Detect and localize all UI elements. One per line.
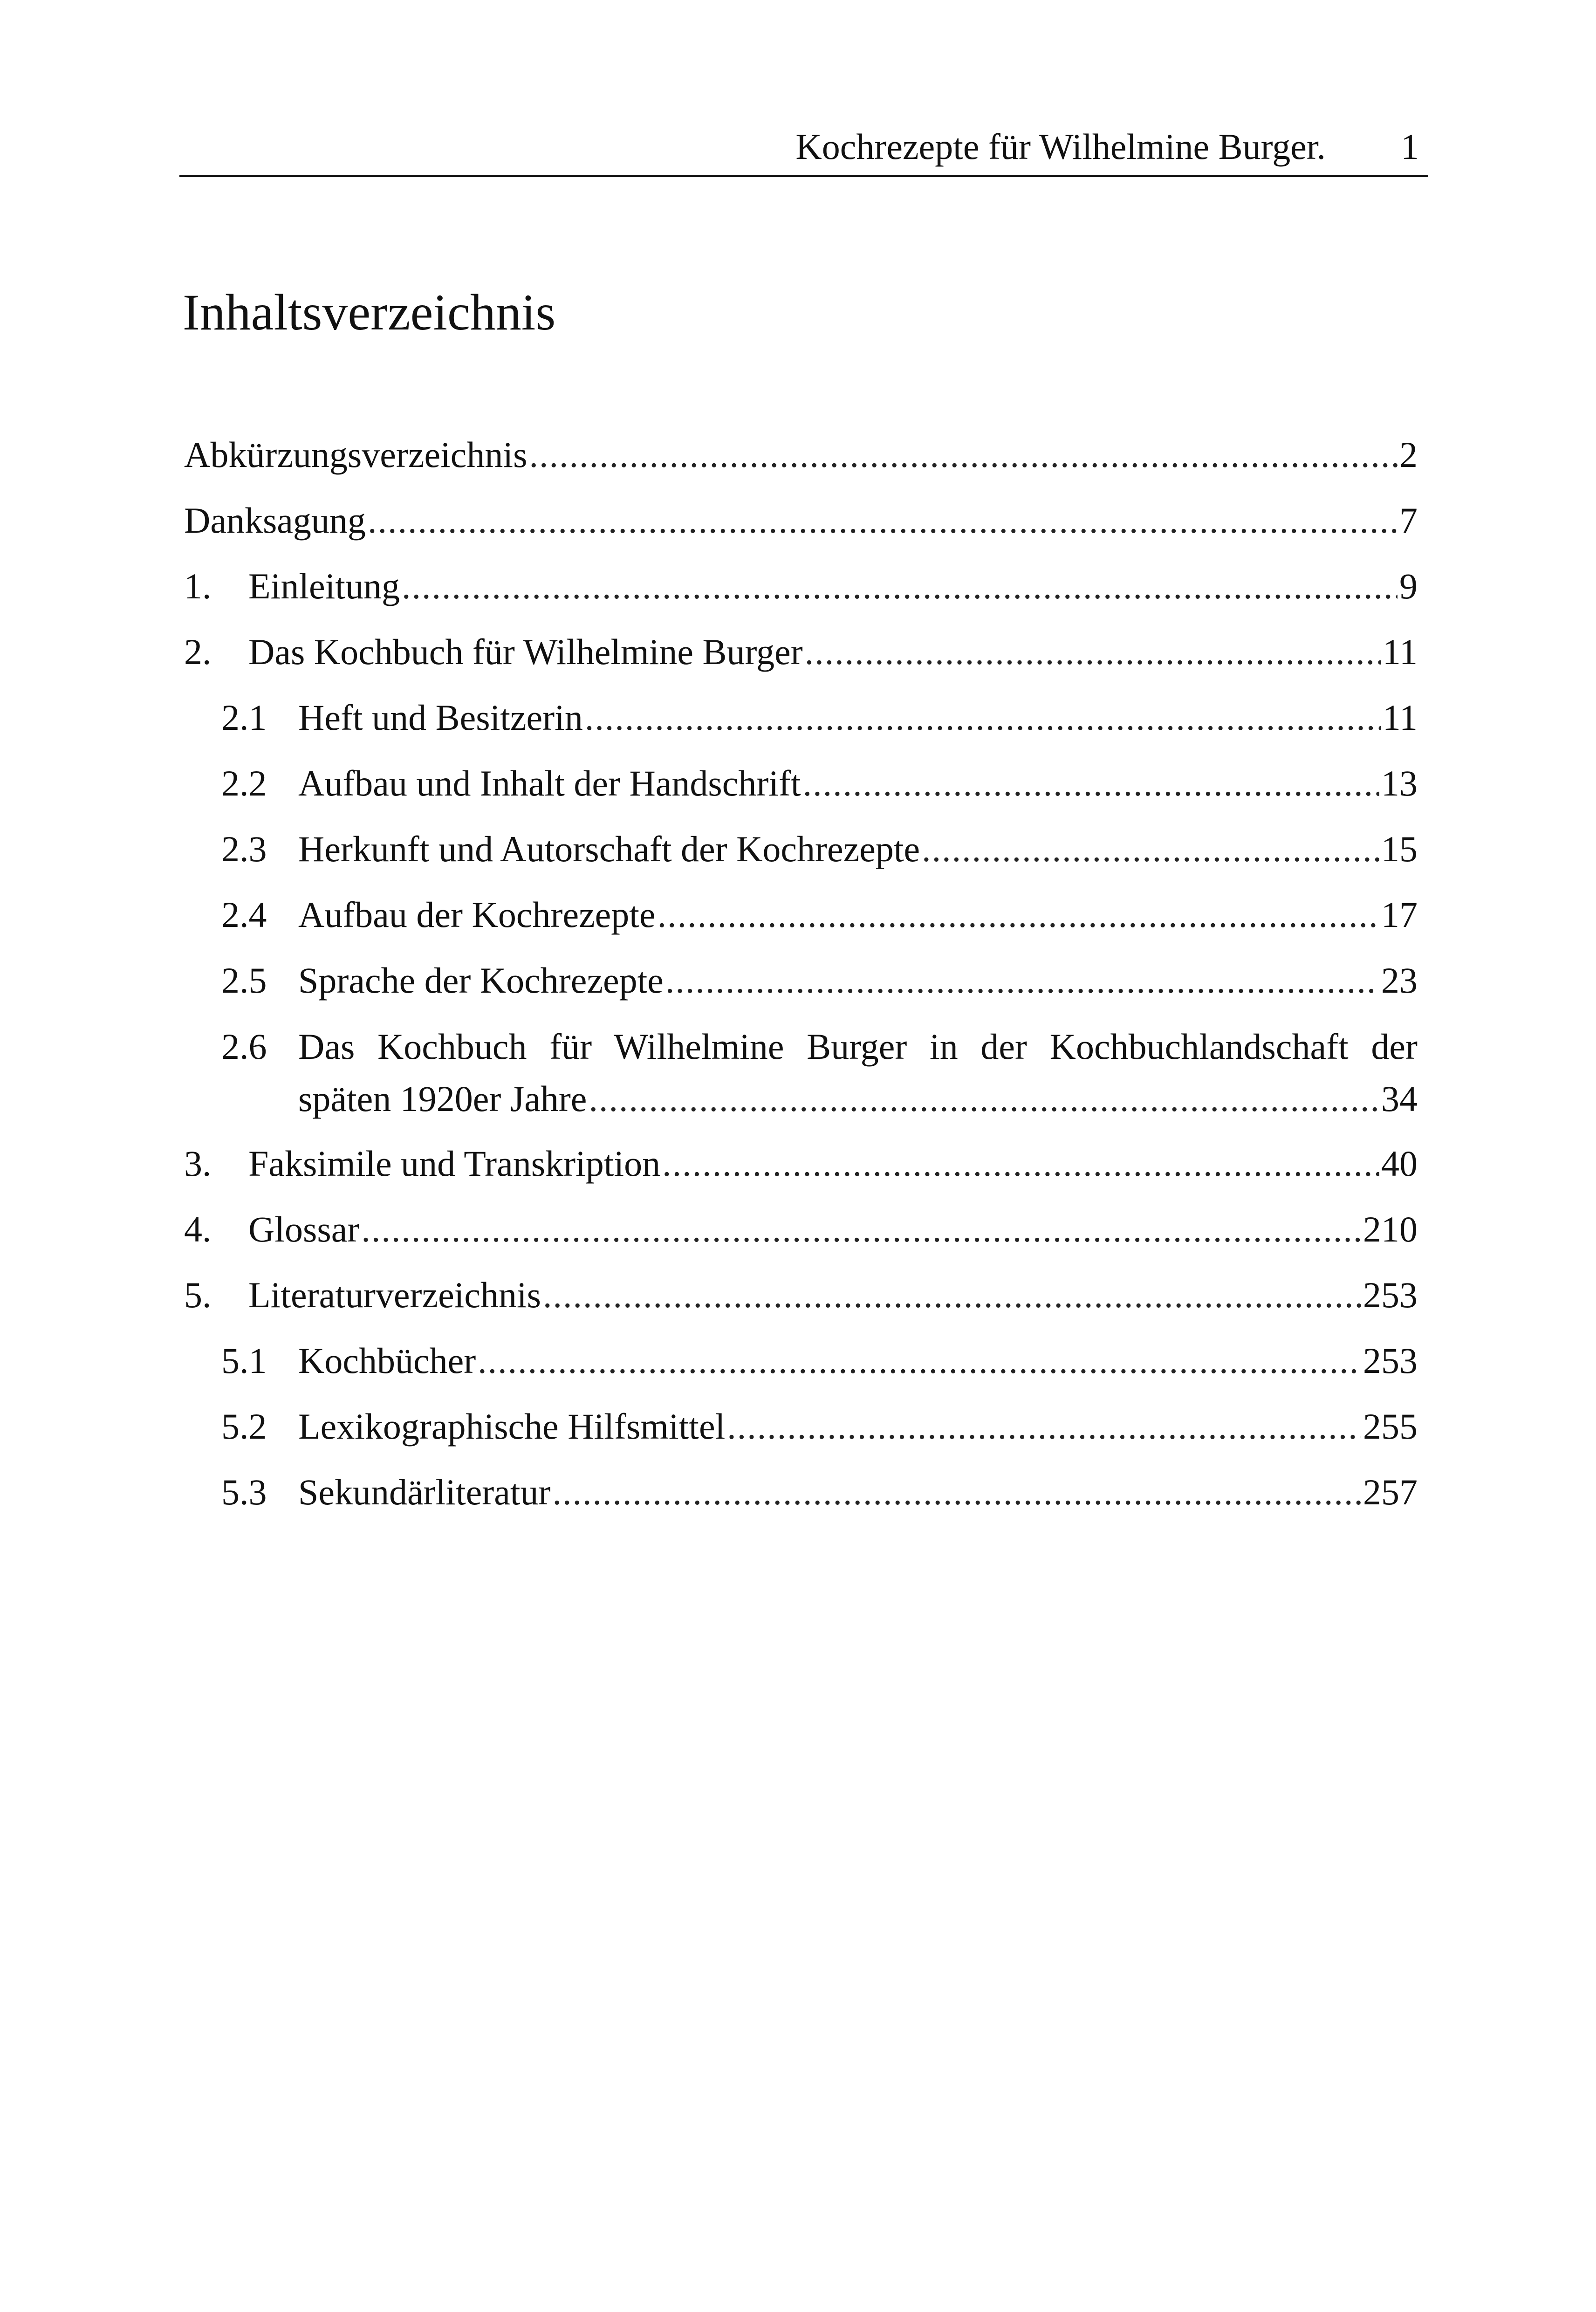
toc-entry-title-line-1: Das Kochbuch für Wilhelmine Burger in der Kochbuchlandschaft der — [298, 1026, 1418, 1067]
toc-entry-herkunft-und-autorschaft[interactable] — [221, 816, 1418, 882]
toc-entry-page: 23 — [1381, 960, 1418, 1001]
toc-entry-page: 15 — [1381, 829, 1418, 869]
toc-entry-number: 5.3 — [221, 1472, 267, 1512]
toc-entry-abkuerzungsverzeichnis[interactable] — [184, 422, 1418, 487]
toc-entry-aufbau-und-inhalt[interactable] — [221, 750, 1418, 816]
dot-leader — [552, 1459, 1361, 1525]
toc-entry-aufbau-der-kochrezepte[interactable] — [221, 882, 1418, 947]
toc-entry-page: 2 — [1399, 434, 1418, 475]
running-header-title: Kochrezepte für Wilhelmine Burger. — [795, 126, 1326, 167]
toc-entry-title: Heft und Besitzerin — [298, 697, 583, 738]
toc-entry-number: 2.3 — [221, 829, 267, 869]
toc-entry-number: 5.2 — [221, 1406, 267, 1447]
dot-leader — [665, 947, 1379, 1013]
toc-entry-page: 13 — [1381, 763, 1418, 803]
toc-entry-number: 5. — [184, 1275, 212, 1315]
toc-entry-page: 11 — [1382, 697, 1418, 738]
toc-entry-title: Aufbau und Inhalt der Handschrift — [298, 763, 801, 803]
toc-entry-page: 34 — [1381, 1078, 1418, 1119]
toc-entry-title: Sprache der Kochrezepte — [298, 960, 664, 1001]
toc-entry-heft-und-besitzerin[interactable] — [221, 685, 1418, 750]
dot-leader — [662, 1131, 1379, 1196]
running-header — [179, 119, 1428, 177]
toc-entry-page: 40 — [1381, 1143, 1418, 1184]
toc-entry-title: Das Kochbuch für Wilhelmine Burger — [248, 631, 803, 672]
toc-entry-page: 255 — [1363, 1406, 1418, 1447]
dot-leader — [589, 1073, 1379, 1125]
dot-leader — [803, 750, 1379, 816]
toc-entry-faksimile[interactable] — [184, 1131, 1418, 1196]
toc-entry-kochbuecher[interactable] — [221, 1328, 1418, 1393]
toc-heading: Inhaltsverzeichnis — [183, 284, 556, 341]
toc-entry-literaturverzeichnis[interactable] — [184, 1262, 1418, 1328]
dot-leader — [585, 685, 1381, 750]
toc-entry-page: 11 — [1382, 631, 1418, 672]
toc-entry-title: Abkürzungsverzeichnis — [184, 434, 527, 475]
toc-entry-number: 2.4 — [221, 894, 267, 935]
toc-entry-number: 3. — [184, 1143, 212, 1184]
toc-entry-number: 2.1 — [221, 697, 267, 738]
dot-leader — [805, 619, 1381, 685]
toc-entry-number: 1. — [184, 566, 212, 606]
toc-entry-title: Glossar — [248, 1209, 360, 1249]
toc-entry-title: Kochbücher — [298, 1340, 476, 1381]
toc-entry-danksagung[interactable] — [184, 487, 1418, 553]
toc-entry-title: Sekundärliteratur — [298, 1472, 551, 1512]
toc-entry-page: 7 — [1399, 500, 1418, 541]
toc-entry-number: 2. — [184, 631, 212, 672]
dot-leader — [368, 487, 1397, 553]
toc-entry-number: 2.2 — [221, 763, 267, 803]
toc-entry-title-line-2: späten 1920er Jahre — [298, 1078, 587, 1119]
toc-entry-title: Einleitung — [248, 566, 400, 606]
toc-entry-sekundaerliteratur[interactable] — [221, 1459, 1418, 1525]
dot-leader — [478, 1328, 1361, 1393]
toc-entry-title: Literaturverzeichnis — [248, 1275, 541, 1315]
toc-entry-sprache-der-kochrezepte[interactable] — [221, 947, 1418, 1013]
dot-leader — [402, 553, 1397, 619]
toc-entry-glossar[interactable] — [184, 1196, 1418, 1262]
toc-entry-einleitung[interactable] — [184, 553, 1418, 619]
toc-entry-page: 17 — [1381, 894, 1418, 935]
toc-entry-number: 2.5 — [221, 960, 267, 1001]
toc-entry-title: Aufbau der Kochrezepte — [298, 894, 656, 935]
dot-leader — [922, 816, 1379, 882]
toc-entry-title: Herkunft und Autorschaft der Kochrezepte — [298, 829, 920, 869]
table-of-contents — [184, 422, 1418, 1525]
toc-entry-number: 5.1 — [221, 1340, 267, 1381]
toc-entry-title: Lexikographische Hilfsmittel — [298, 1406, 726, 1447]
toc-entry-number: 2.6 — [221, 1026, 267, 1067]
toc-entry-page: 257 — [1363, 1472, 1418, 1512]
dot-leader — [361, 1196, 1361, 1262]
toc-entry-title: Faksimile und Transkription — [248, 1143, 661, 1184]
toc-entry-kochbuchlandschaft[interactable] — [221, 1013, 1418, 1131]
dot-leader — [529, 422, 1397, 487]
toc-entry-page: 210 — [1363, 1209, 1418, 1249]
toc-entry-page: 9 — [1399, 566, 1418, 606]
toc-entry-page: 253 — [1363, 1275, 1418, 1315]
toc-entry-title: Danksagung — [184, 500, 366, 541]
dot-leader — [727, 1393, 1361, 1459]
page-number: 1 — [1401, 126, 1419, 167]
toc-entry-lexikographische-hilfsmittel[interactable] — [221, 1393, 1418, 1459]
toc-entry-number: 4. — [184, 1209, 212, 1249]
dot-leader — [658, 882, 1379, 947]
dot-leader — [543, 1262, 1361, 1328]
toc-entry-page: 253 — [1363, 1340, 1418, 1381]
toc-entry-kochbuch[interactable] — [184, 619, 1418, 685]
